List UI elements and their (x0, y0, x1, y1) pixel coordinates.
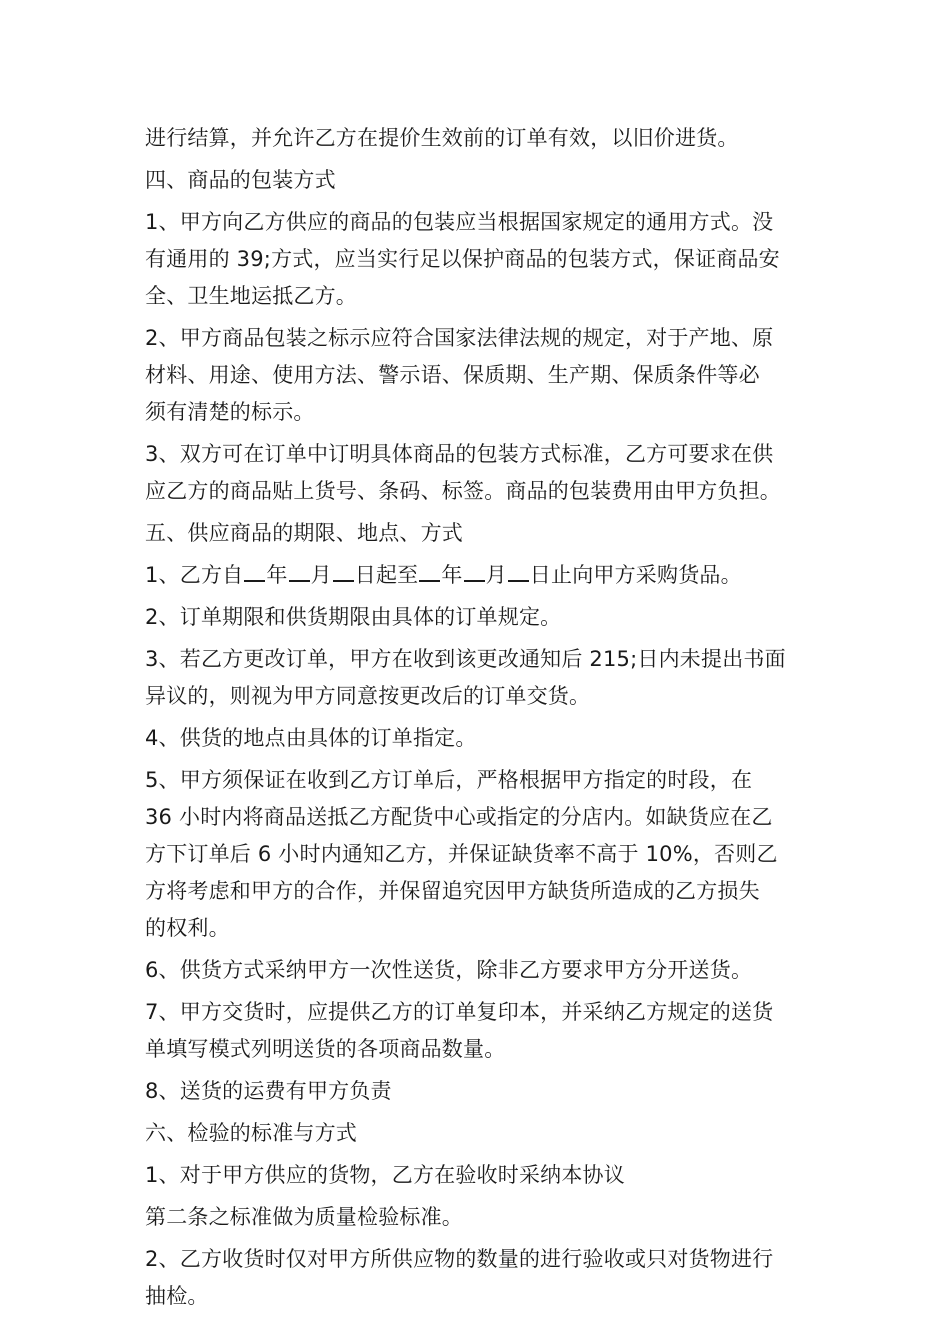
paragraph (145, 1073, 810, 1110)
text-line: 应乙方的商品贴上货号、条码、标签。商品的包装费用由甲方负担。 (145, 479, 781, 503)
text-line: 3、若乙方更改订单，甲方在收到该更改通知后 215;日内未提出书面 (145, 647, 786, 671)
text-line (145, 557, 810, 594)
paragraph (145, 720, 810, 757)
text-line: 单填写模式列明送货的各项商品数量。 (145, 1037, 506, 1061)
paragraph (145, 1157, 810, 1194)
text-segment: 日止向甲方采购货品。 (529, 563, 742, 587)
text-segment: 年 (266, 563, 288, 587)
text-segment: 月 (485, 563, 507, 587)
text-line: 6、供货方式采纳甲方一次性送货，除非乙方要求甲方分开送货。 (145, 958, 753, 982)
paragraph (145, 952, 810, 989)
text-segment: 1、乙方自 (145, 563, 244, 587)
text-line: 四、商品的包装方式 (145, 168, 336, 192)
fill-in-blank (333, 562, 354, 582)
paragraph (145, 641, 810, 715)
text-segment: 日起至 (354, 563, 419, 587)
paragraph (145, 204, 810, 315)
text-segment: 月 (310, 563, 332, 587)
paragraph (145, 436, 810, 510)
fill-in-blank (464, 562, 485, 582)
text-line: 方下订单后 6 小时内通知乙方，并保证缺货率不高于 10%，否则乙 (145, 842, 778, 866)
text-segment: 年 (441, 563, 463, 587)
section-heading (145, 162, 810, 199)
text-line: 36 小时内将商品送抵乙方配货中心或指定的分店内。如缺货应在乙 (145, 805, 773, 829)
text-line: 5、甲方须保证在收到乙方订单后，严格根据甲方指定的时段，在 (145, 768, 753, 792)
text-line: 3、双方可在订单中订明具体商品的包装方式标准，乙方可要求在供 (145, 442, 774, 466)
paragraph (145, 120, 810, 157)
text-line: 抽检。 (145, 1284, 209, 1308)
text-line: 全、卫生地运抵乙方。 (145, 284, 357, 308)
text-line: 2、乙方收货时仅对甲方所供应物的数量的进行验收或只对货物进行 (145, 1247, 774, 1271)
paragraph (145, 599, 810, 636)
paragraph (145, 1241, 810, 1315)
text-line: 有通用的 39;方式，应当实行足以保护商品的包装方式，保证商品安 (145, 247, 780, 271)
text-line: 进行结算，并允许乙方在提价生效前的订单有效，以旧价进货。 (145, 126, 739, 150)
paragraph (145, 1199, 810, 1236)
text-line: 2、甲方商品包装之标示应符合国家法律法规的规定，对于产地、原 (145, 326, 774, 350)
text-line: 4、供货的地点由具体的订单指定。 (145, 726, 477, 750)
text-line: 五、供应商品的期限、地点、方式 (145, 521, 463, 545)
text-line: 8、送货的运费有甲方负责 (145, 1079, 392, 1103)
fill-in-blank (508, 562, 529, 582)
document-page (145, 120, 810, 1320)
section-heading (145, 1115, 810, 1152)
text-line: 须有清楚的标示。 (145, 400, 315, 424)
text-line: 方将考虑和甲方的合作，并保留追究因甲方缺货所造成的乙方损失 (145, 879, 760, 903)
text-line: 1、对于甲方供应的货物，乙方在验收时采纳本协议 (145, 1163, 625, 1187)
text-line: 7、甲方交货时，应提供乙方的订单复印本，并采纳乙方规定的送货 (145, 1000, 774, 1024)
text-line: 材料、用途、使用方法、警示语、保质期、生产期、保质条件等必 (145, 363, 760, 387)
paragraph (145, 557, 810, 594)
paragraph (145, 994, 810, 1068)
text-line: 2、订单期限和供货期限由具体的订单规定。 (145, 605, 562, 629)
text-line: 的权利。 (145, 916, 230, 940)
fill-in-blank (289, 562, 310, 582)
text-line: 第二条之标准做为质量检验标准。 (145, 1205, 463, 1229)
paragraph (145, 320, 810, 431)
text-line: 1、甲方向乙方供应的商品的包装应当根据国家规定的通用方式。没 (145, 210, 774, 234)
section-heading (145, 515, 810, 552)
fill-in-blank (419, 562, 440, 582)
text-line: 六、检验的标准与方式 (145, 1121, 357, 1145)
fill-in-blank (244, 562, 265, 582)
text-line: 异议的，则视为甲方同意按更改后的订单交货。 (145, 684, 591, 708)
paragraph (145, 762, 810, 947)
